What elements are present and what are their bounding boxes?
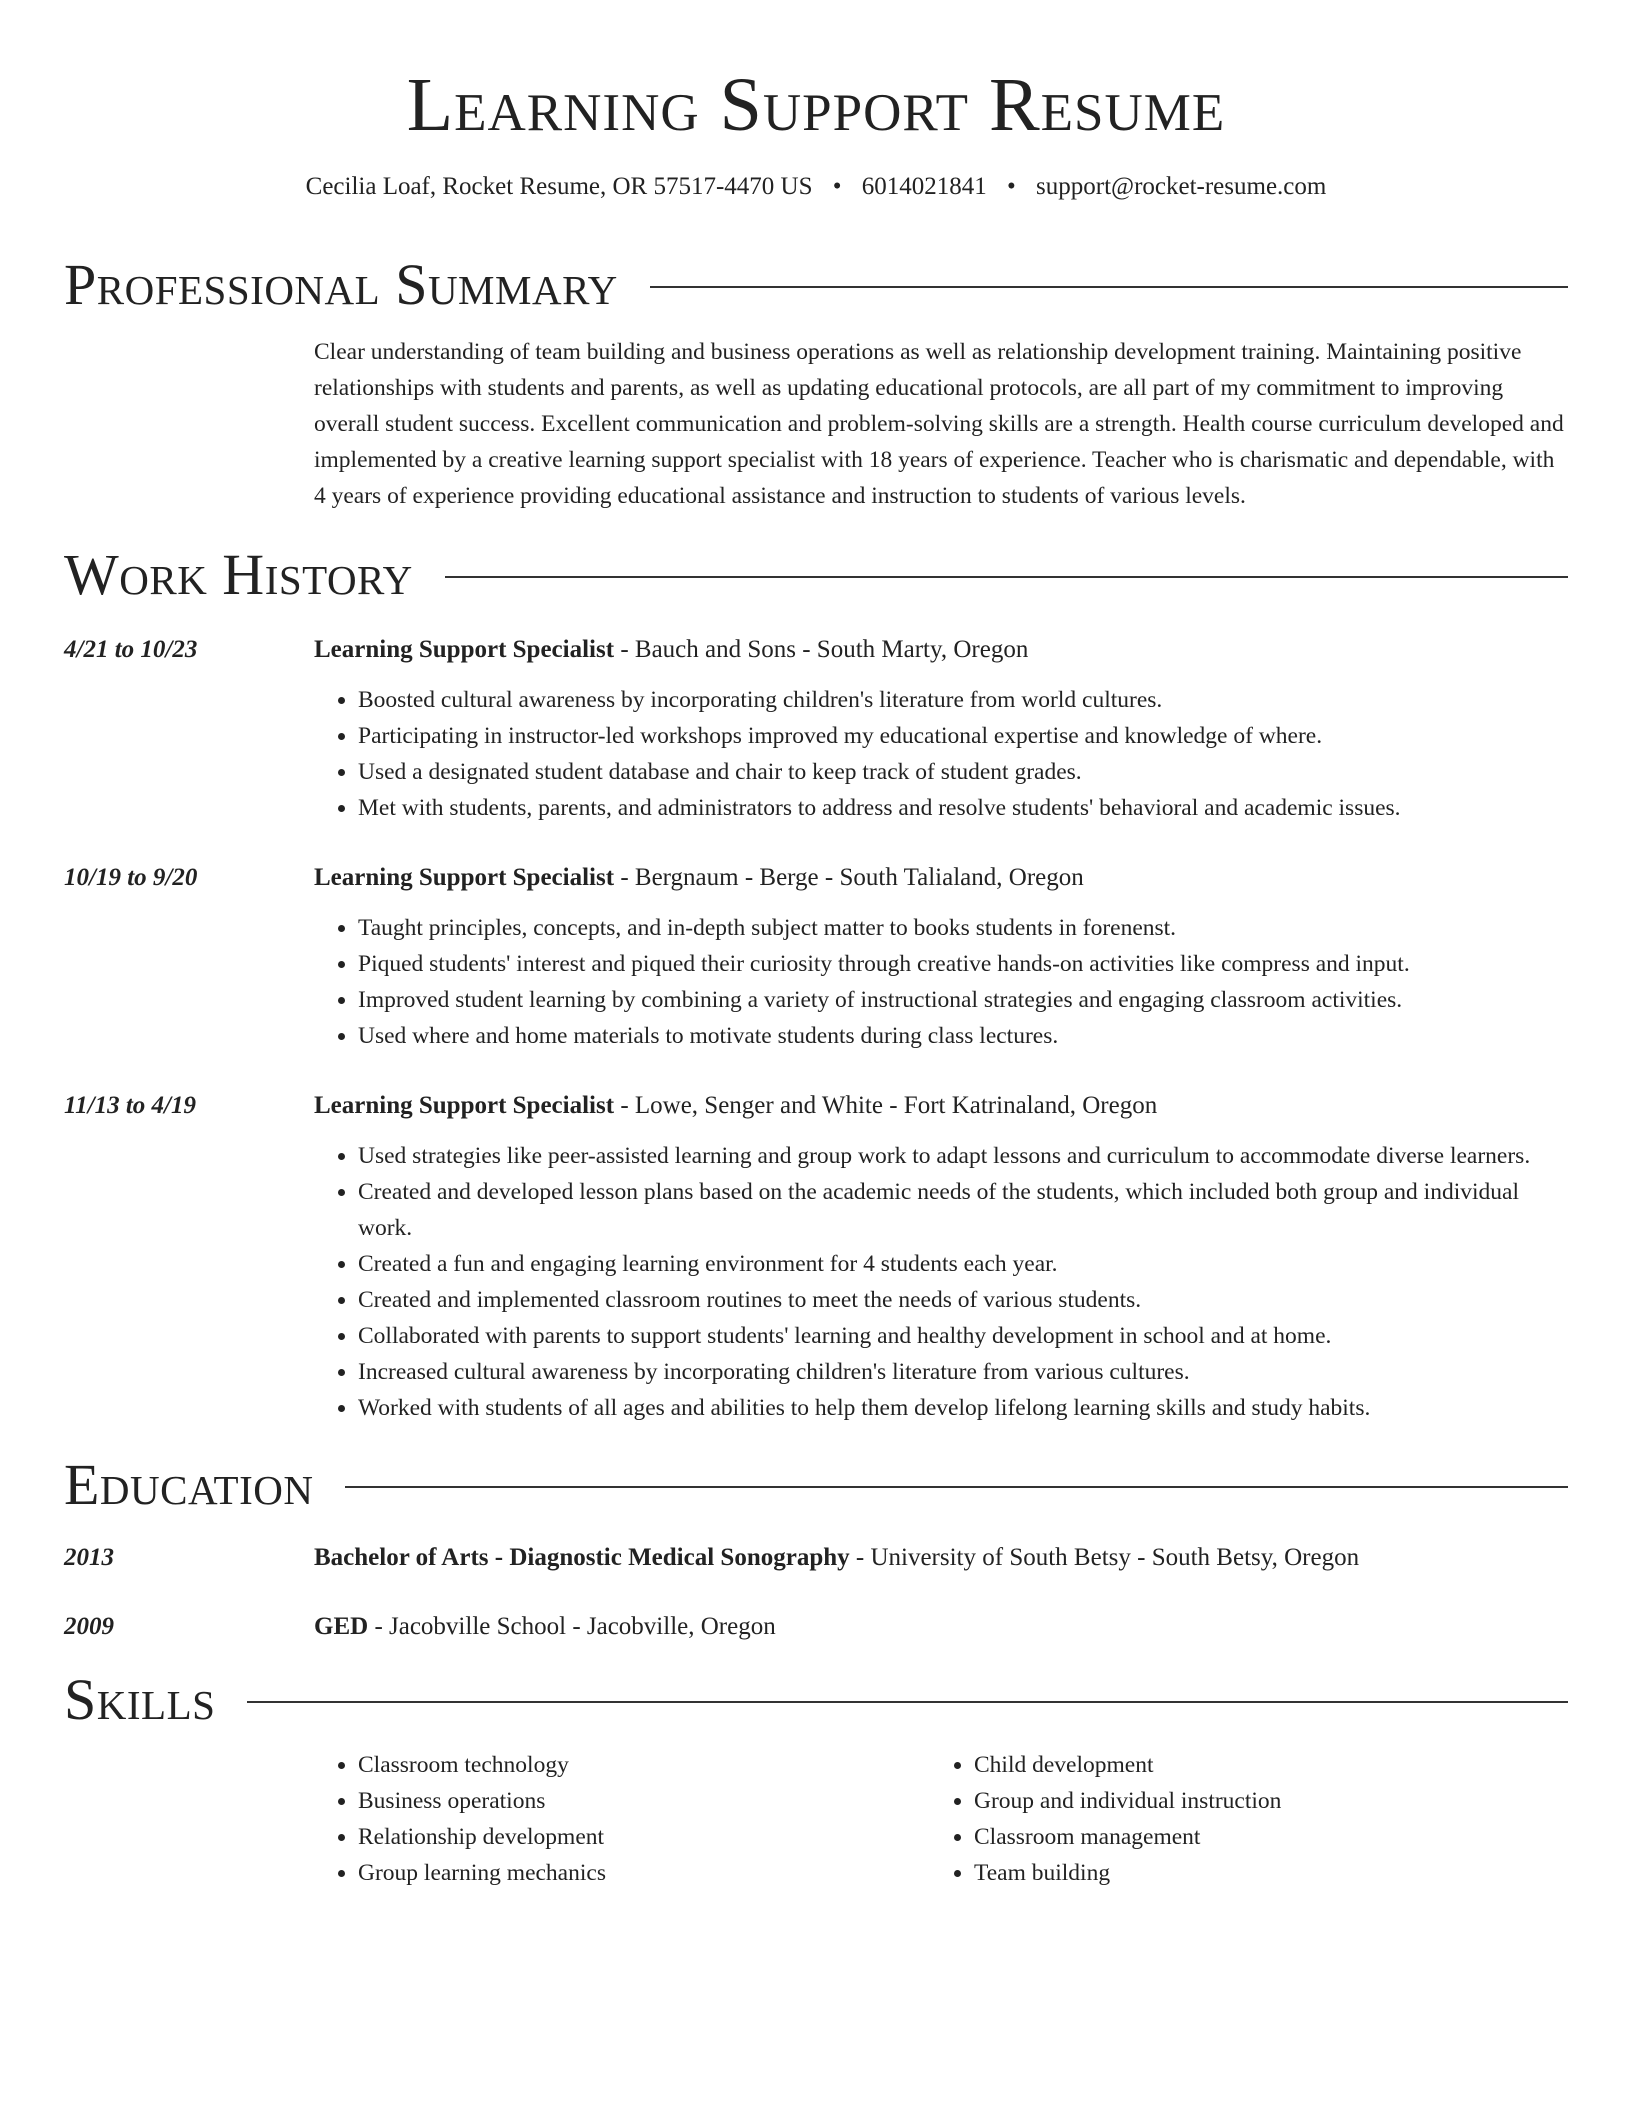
professional-summary-section [64, 252, 1568, 514]
school-details: - University of South Betsy - South Betsy, Oregon [849, 1544, 1360, 1571]
education-headline [314, 1540, 1359, 1576]
list-item: • Met with students, parents, and administrators to address and resolve students' behavioral and academic issues. [358, 790, 1568, 826]
education-year: 2013 [64, 1544, 114, 1571]
list-item: • Business operations [358, 1783, 930, 1819]
resume-title: Learning Support Resume [406, 63, 1226, 147]
job-headline [314, 860, 1084, 896]
job-entry [64, 860, 1568, 1054]
job-employer: - Bergnaum - Berge - South Talialand, Oregon [614, 864, 1084, 891]
list-item: • Relationship development [358, 1819, 930, 1855]
section-title-summary: Professional Summary [64, 252, 618, 317]
contact-phone: 6014021841 [861, 173, 987, 200]
degree-name: GED [314, 1613, 369, 1640]
summary-text: Clear understanding of team building and business operations as well as relationship development training. Maintaining positive relationships with students and parents, as well as updating educational protocols, are all part of my commitment to improving overall student success. Excellent communication and problem-solving skills are a strength. Health course curriculum developed and implemented by a creative learning support specialist with 18 years of experience. Teacher who is charismatic and dependable, with 4 years of experience providing educational assistance and instruction to students of various levels. [314, 339, 1564, 509]
education-headline [314, 1609, 776, 1645]
education-entry [64, 1540, 1568, 1576]
contact-email: support@rocket-resume.com [1036, 173, 1327, 200]
contact-line [64, 170, 1568, 204]
education-entry [64, 1609, 1568, 1645]
section-title-skills: Skills [64, 1667, 216, 1732]
list-item: • Worked with students of all ages and abilities to help them develop lifelong learning skills and study habits. [358, 1390, 1568, 1426]
job-bullets [314, 910, 1568, 1054]
list-item: • Used where and home materials to motivate students during class lectures. [358, 1018, 1568, 1054]
job-dates: 4/21 to 10/23 [64, 636, 198, 663]
section-divider [345, 1486, 1568, 1488]
contact-separator: • [832, 173, 842, 200]
list-item: • Created and implemented classroom routines to meet the needs of various students. [358, 1282, 1568, 1318]
list-item: • Classroom technology [358, 1747, 930, 1783]
contact-address: Cecilia Loaf, Rocket Resume, OR 57517-4470 US [305, 173, 813, 200]
job-entry [64, 632, 1568, 826]
skills-column-right [930, 1747, 1546, 1891]
list-item: • Taught principles, concepts, and in-depth subject matter to books students in forenenst. [358, 910, 1568, 946]
section-header [64, 252, 1568, 318]
list-item: • Classroom management [974, 1819, 1546, 1855]
list-item: • Collaborated with parents to support students' learning and healthy development in school and at home. [358, 1318, 1568, 1354]
list-item: • Team building [974, 1855, 1546, 1891]
education-section [64, 1452, 1568, 1645]
list-item: • Group learning mechanics [358, 1855, 930, 1891]
list-item: • Piqued students' interest and piqued their curiosity through creative hands-on activities like compress and input. [358, 946, 1568, 982]
list-item: • Increased cultural awareness by incorporating children's literature from various cultures. [358, 1354, 1568, 1390]
job-header [64, 632, 1568, 668]
list-item: • Improved student learning by combining a variety of instructional strategies and engaging classroom activities. [358, 982, 1568, 1018]
section-divider [445, 576, 1568, 578]
section-header [64, 1452, 1568, 1518]
section-title-education: Education [64, 1452, 314, 1517]
list-item: • Participating in instructor-led workshops improved my educational expertise and knowledge of where. [358, 718, 1568, 754]
school-details: - Jacobville School - Jacobville, Oregon [368, 1613, 776, 1640]
job-employer: - Lowe, Senger and White - Fort Katrinaland, Oregon [614, 1092, 1158, 1119]
list-item: • Used a designated student database and chair to keep track of student grades. [358, 754, 1568, 790]
job-headline [314, 632, 1028, 668]
degree-name: Bachelor of Arts - Diagnostic Medical Sonography [314, 1544, 850, 1571]
job-header [64, 860, 1568, 896]
education-year: 2009 [64, 1613, 114, 1640]
list-item: • Child development [974, 1747, 1546, 1783]
job-header [64, 1088, 1568, 1124]
section-title-work: Work History [64, 542, 413, 607]
job-dates: 10/19 to 9/20 [64, 864, 198, 891]
job-bullets [314, 682, 1568, 826]
job-title: Learning Support Specialist [314, 636, 615, 663]
job-entry [64, 1088, 1568, 1426]
skills-column-left [314, 1747, 930, 1891]
list-item: • Boosted cultural awareness by incorporating children's literature from world cultures. [358, 682, 1568, 718]
job-headline [314, 1088, 1157, 1124]
list-item: • Used strategies like peer-assisted learning and group work to adapt lessons and curriculum to accommodate diverse learners. [358, 1138, 1568, 1174]
work-history-section [64, 542, 1568, 1426]
section-header [64, 1667, 1568, 1733]
list-item: • Created and developed lesson plans based on the academic needs of the students, which included both group and individual work. [358, 1174, 1568, 1246]
list-item: • Group and individual instruction [974, 1783, 1546, 1819]
job-bullets [314, 1138, 1568, 1426]
job-employer: - Bauch and Sons - South Marty, Oregon [614, 636, 1029, 663]
list-item: • Created a fun and engaging learning environment for 4 students each year. [358, 1246, 1568, 1282]
job-title: Learning Support Specialist [314, 864, 615, 891]
skills-section [64, 1667, 1568, 1891]
job-title: Learning Support Specialist [314, 1092, 615, 1119]
job-dates: 11/13 to 4/19 [64, 1092, 196, 1119]
contact-separator: • [1007, 173, 1016, 200]
skills-grid [314, 1747, 1568, 1891]
section-divider [650, 286, 1568, 288]
section-divider [247, 1701, 1568, 1703]
section-header [64, 542, 1568, 608]
